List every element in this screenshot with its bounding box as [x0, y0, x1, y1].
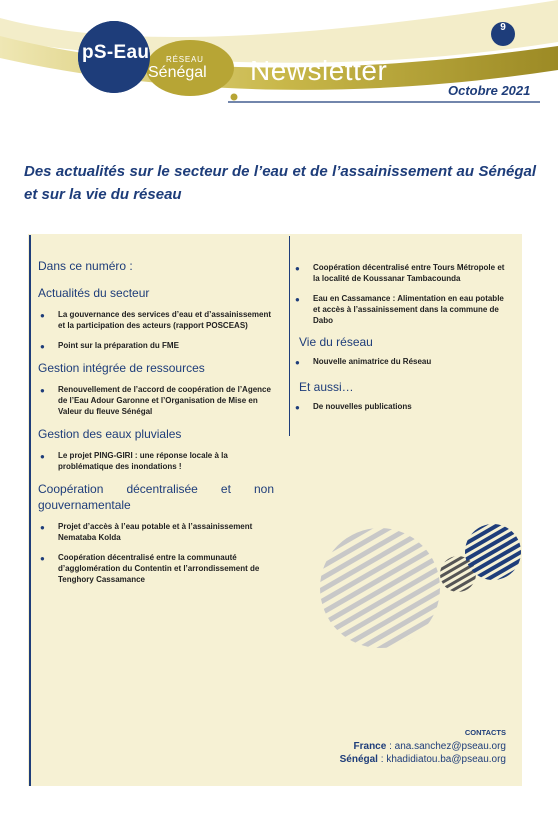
- list-item[interactable]: ● De nouvelles publications: [295, 402, 412, 412]
- list-item[interactable]: ● Le projet PING-GIRI : une réponse locale à la problématique des inondations !: [40, 451, 228, 471]
- section-heading: Gestion des eaux pluviales: [38, 427, 182, 441]
- striped-circle-navy: [439, 518, 528, 600]
- bullet-icon: ●: [40, 554, 45, 563]
- bullet-icon: ●: [295, 403, 300, 412]
- contacts-title: CONTACTS: [464, 728, 506, 737]
- section-items: [38, 450, 274, 472]
- contacts-block: [300, 728, 506, 766]
- toc-title: Dans ce numéro :: [38, 259, 133, 273]
- bullet-icon: ●: [295, 295, 300, 304]
- bullet-icon: ●: [40, 386, 45, 395]
- section-items: [293, 401, 509, 412]
- list-item[interactable]: ● Point sur la préparation du FME: [40, 341, 179, 351]
- newsletter-title: Newsletter: [250, 55, 388, 86]
- contact-senegal-email[interactable]: khadidiatou.ba@pseau.org: [386, 754, 506, 765]
- bullet-icon: ●: [40, 342, 45, 351]
- list-item[interactable]: ● Coopération décentralisé entre la communauté d’agglomération du Contentin et l’arrondissement de Tenghory Cassamance: [40, 553, 260, 584]
- logo-pseau: pS-Eau: [82, 42, 150, 63]
- decorative-striped-circles: [318, 518, 528, 668]
- list-item[interactable]: ● Coopération décentralisé entre Tours Métropole et la localité de Koussanar Tambacounda: [295, 263, 505, 283]
- logo-senegal: Sénégal: [148, 64, 207, 81]
- section-heading: Coopération décentralisée et non gouvernamentale: [38, 482, 274, 512]
- list-item[interactable]: ● Renouvellement de l’accord de coopération de l’Agence de l’Eau Adour Garonne et l’Organisation de Mise en Valeur du fleuve Sénégal: [40, 385, 271, 416]
- headline: Des actualités sur le secteur de l’eau et de l’assainissement au Sénégal et sur la vie du réseau: [24, 163, 536, 203]
- section-items: [293, 262, 509, 326]
- issue-date: Octobre 2021: [448, 83, 531, 98]
- section-items: [38, 309, 274, 351]
- bullet-icon: ●: [295, 358, 300, 367]
- striped-circle-grey: [318, 518, 489, 668]
- toc-right-column: [293, 262, 509, 421]
- section-heading: Gestion intégrée de ressources: [38, 361, 205, 375]
- issue-number: 9: [500, 22, 506, 33]
- contact-france: France : ana.sanchez@pseau.org: [353, 741, 506, 752]
- section-items: [38, 521, 274, 585]
- section-heading: Vie du réseau: [299, 335, 373, 349]
- toc-left-column: [38, 259, 274, 594]
- section-heading: Actualités du secteur: [38, 286, 150, 300]
- bullet-icon: ●: [40, 452, 45, 461]
- list-item[interactable]: ● La gouvernance des services d’eau et d’assainissement et la participation des acteurs (rapport POSCEAS): [40, 310, 271, 330]
- contact-france-label: France: [353, 741, 387, 752]
- contact-senegal: Sénégal : khadidiatou.ba@pseau.org: [339, 754, 506, 765]
- section-items: [38, 384, 274, 417]
- contact-france-email[interactable]: ana.sanchez@pseau.org: [394, 741, 506, 752]
- contact-senegal-label: Sénégal: [339, 754, 378, 765]
- logo-reseau: RÉSEAU: [166, 55, 204, 64]
- panel-left-rule: [29, 235, 31, 786]
- bullet-icon: ●: [40, 523, 45, 532]
- section-heading: Et aussi…: [299, 380, 354, 394]
- list-item[interactable]: ● Projet d’accès à l’eau potable et à l’assainissement Nemataba Kolda: [40, 522, 253, 542]
- section-items: [293, 356, 509, 367]
- panel-column-divider: [289, 236, 290, 436]
- list-item[interactable]: ● Eau en Cassamance : Alimentation en eau potable et accès à l’assainissement dans la commune de Dabo: [295, 294, 504, 325]
- bullet-icon: ●: [295, 264, 300, 273]
- bullet-icon: ●: [40, 311, 45, 320]
- list-item[interactable]: ● Nouvelle animatrice du Réseau: [295, 357, 432, 367]
